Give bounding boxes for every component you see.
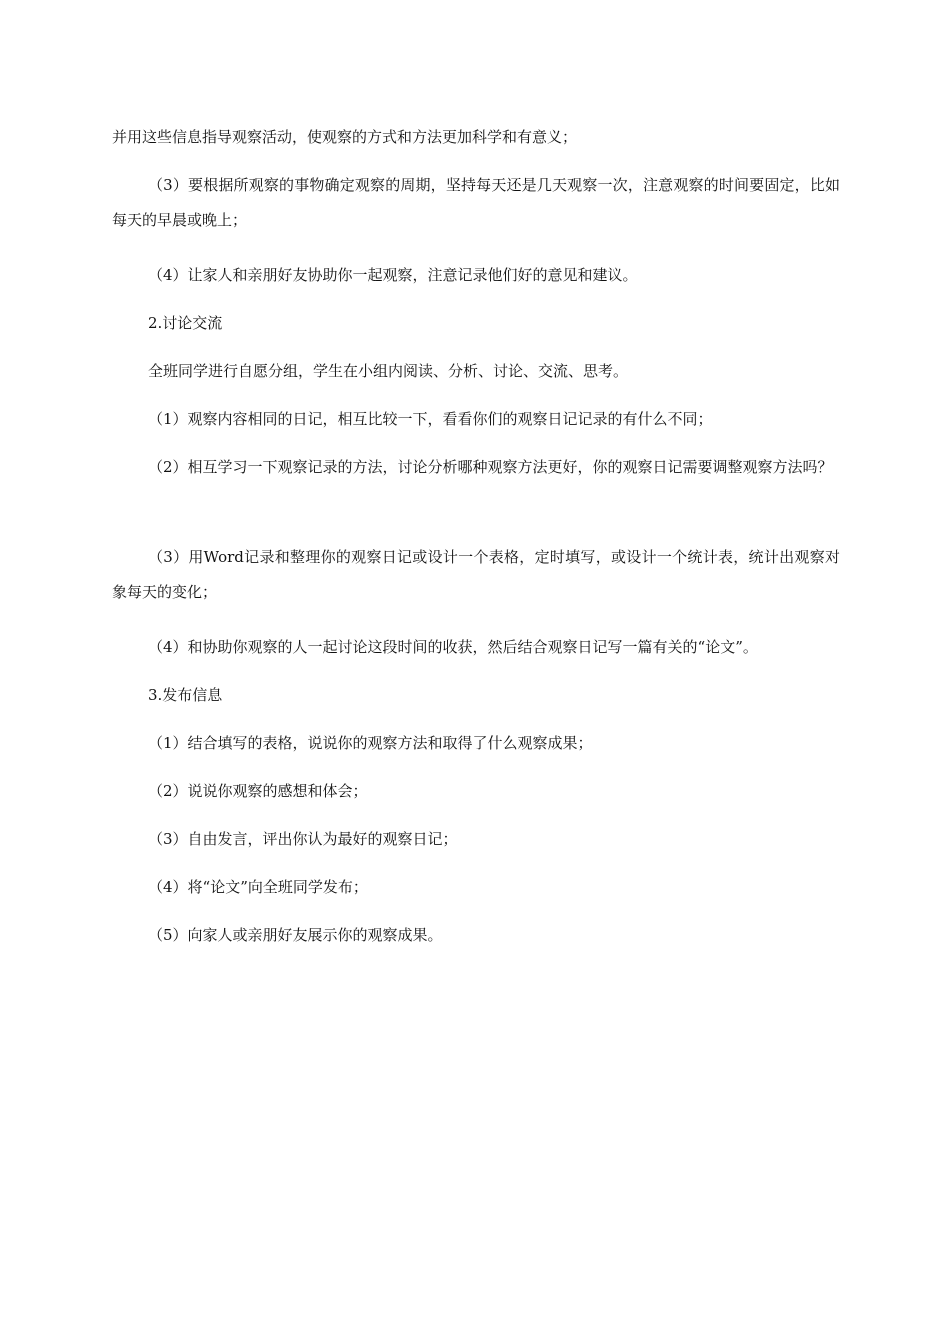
paragraph-publish-1: （1）结合填写的表格，说说你的观察方法和取得了什么观察成果；	[148, 734, 593, 752]
paragraph-publish-5: （5）向家人或亲朋好友展示你的观察成果。	[148, 926, 443, 944]
paragraph-continuation: 并用这些信息指导观察活动，使观察的方式和方法更加科学和有意义；	[112, 128, 578, 146]
paragraph-discussion-1: （1）观察内容相同的日记，相互比较一下，看看你们的观察日记记录的有什么不同；	[148, 410, 713, 428]
section-heading-publish: 3.发布信息	[148, 686, 223, 704]
paragraph-discussion-4: （4）和协助你观察的人一起讨论这段时间的收获，然后结合观察日记写一篇有关的“论文”。	[148, 638, 758, 656]
paragraph-publish-4: （4）将“论文”向全班同学发布；	[148, 878, 368, 896]
paragraph-discussion-2: （2）相互学习一下观察记录的方法，讨论分析哪种观察方法更好，你的观察日记需要调整观察方法吗？	[148, 458, 833, 476]
paragraph-discussion-3: （3）用Word记录和整理你的观察日记或设计一个表格，定时填写，或设计一个统计表，统计出观察对象每天的变化；	[112, 548, 840, 601]
paragraph-grouping: 全班同学进行自愿分组，学生在小组内阅读、分析、讨论、交流、思考。	[148, 362, 629, 380]
paragraph-item-3: （3）要根据所观察的事物确定观察的周期，坚持每天还是几天观察一次，注意观察的时间要固定，比如每天的早晨或晚上；	[112, 176, 840, 229]
paragraph-publish-2: （2）说说你观察的感想和体会；	[148, 782, 368, 800]
section-heading-discussion: 2.讨论交流	[148, 314, 223, 332]
paragraph-item-4: （4）让家人和亲朋好友协助你一起观察，注意记录他们好的意见和建议。	[148, 266, 638, 284]
paragraph-publish-3: （3）自由发言，评出你认为最好的观察日记；	[148, 830, 458, 848]
